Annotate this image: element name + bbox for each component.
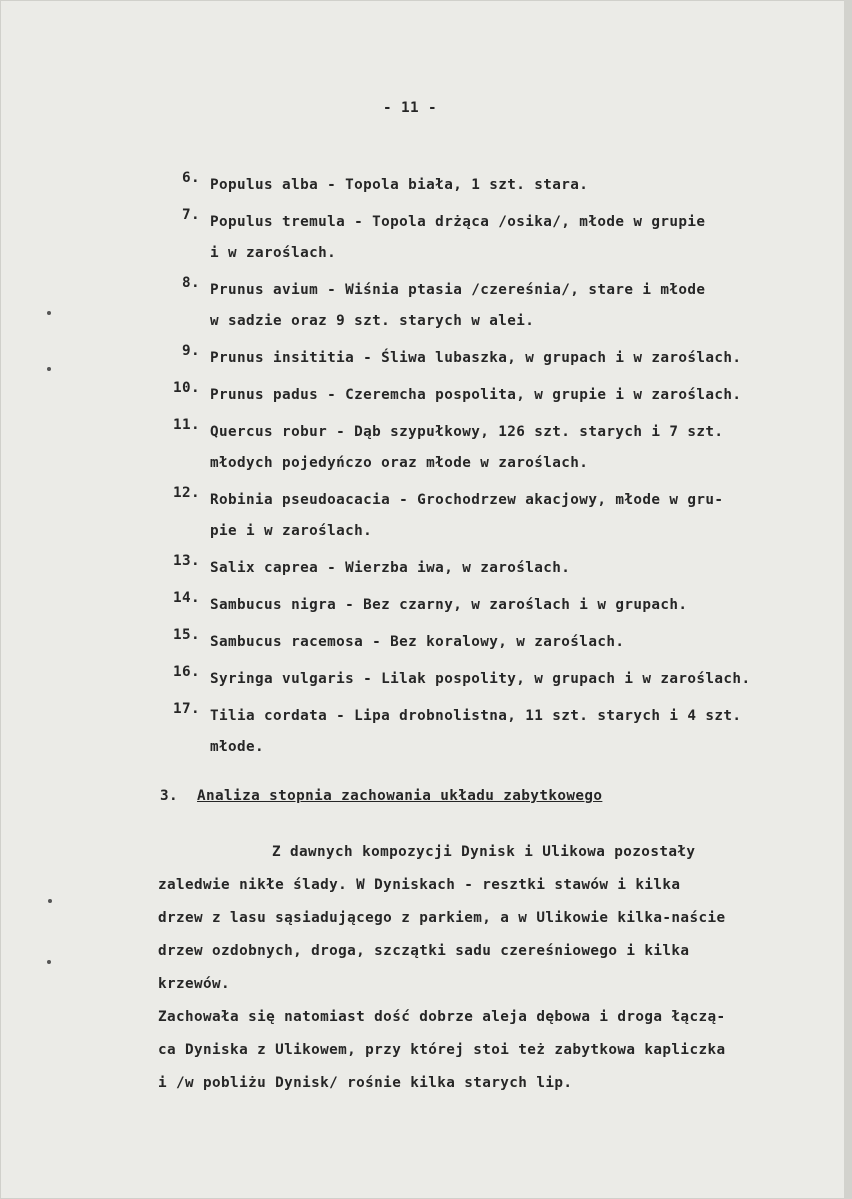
item-text: Sambucus nigra - Bez czarny, w zaroślach i w grupach. xyxy=(210,597,688,613)
paper-speck xyxy=(47,311,51,315)
item-text: młodych pojedyńczo oraz młode w zaroślach. xyxy=(210,455,589,471)
body-paragraph xyxy=(158,836,828,1100)
item-number: 10. xyxy=(172,380,200,396)
item-text: Quercus robur - Dąb szypułkowy, 126 szt. starych i 7 szt. xyxy=(210,424,724,440)
page-edge xyxy=(844,0,852,1199)
item-text: Populus tremula - Topola drżąca /osika/, młode w grupie xyxy=(210,214,706,230)
list-item xyxy=(158,417,818,479)
item-number: 11. xyxy=(172,417,200,433)
paragraph-line: Z dawnych kompozycji Dynisk i Ulikowa pozostały xyxy=(272,844,696,860)
paragraph-line: Zachowała się natomiast dość dobrze aleja dębowa i droga łączą- xyxy=(158,1009,726,1025)
list-item xyxy=(158,207,818,269)
paper-speck xyxy=(48,899,52,903)
paragraph-line: krzewów. xyxy=(158,976,231,992)
item-text: pie i w zaroślach. xyxy=(210,523,373,539)
paper-speck xyxy=(47,960,51,964)
species-list xyxy=(158,170,818,769)
item-text: Sambucus racemosa - Bez koralowy, w zaroślach. xyxy=(210,634,625,650)
paper-speck xyxy=(47,367,51,371)
item-text: Prunus avium - Wiśnia ptasia /czereśnia/, stare i młode xyxy=(210,282,706,298)
item-number: 17. xyxy=(172,701,200,717)
item-text: i w zaroślach. xyxy=(210,245,337,261)
item-text: w sadzie oraz 9 szt. starych w alei. xyxy=(210,313,535,329)
item-text: Syringa vulgaris - Lilak pospolity, w grupach i w zaroślach. xyxy=(210,671,751,687)
section-heading xyxy=(160,788,602,804)
item-text: Salix caprea - Wierzba iwa, w zaroślach. xyxy=(210,560,571,576)
page-number: - 11 - xyxy=(382,100,438,116)
item-text: Prunus padus - Czeremcha pospolita, w grupie i w zaroślach. xyxy=(210,387,742,403)
list-item xyxy=(158,627,818,658)
item-number: 13. xyxy=(172,553,200,569)
item-number: 16. xyxy=(172,664,200,680)
item-number: 6. xyxy=(181,170,200,186)
item-number: 15. xyxy=(172,627,200,643)
list-item xyxy=(158,701,818,763)
list-item xyxy=(158,485,818,547)
item-number: 9. xyxy=(181,343,200,359)
list-item xyxy=(158,275,818,337)
paragraph-line: ca Dyniska z Ulikowem, przy której stoi też zabytkowa kapliczka xyxy=(158,1042,726,1058)
item-text: Tilia cordata - Lipa drobnolistna, 11 szt. starych i 4 szt. xyxy=(210,708,742,724)
item-number: 12. xyxy=(172,485,200,501)
list-item xyxy=(158,380,818,411)
list-item xyxy=(158,553,818,584)
paragraph-line: drzew z lasu sąsiadującego z parkiem, a w Ulikowie kilka-naście xyxy=(158,910,726,926)
item-number: 7. xyxy=(181,207,200,223)
paragraph-line: i /w pobliżu Dynisk/ rośnie kilka starych lip. xyxy=(158,1075,573,1091)
list-item xyxy=(158,170,818,201)
item-text: Robinia pseudoacacia - Grochodrzew akacjowy, młode w gru- xyxy=(210,492,724,508)
item-number: 8. xyxy=(181,275,200,291)
paragraph-line: drzew ozdobnych, droga, szczątki sadu czereśniowego i kilka xyxy=(158,943,690,959)
item-number: 14. xyxy=(172,590,200,606)
list-item xyxy=(158,664,818,695)
item-text: Prunus insititia - Śliwa lubaszka, w grupach i w zaroślach. xyxy=(210,350,742,366)
paragraph-line: zaledwie nikłe ślady. W Dyniskach - resztki stawów i kilka xyxy=(158,877,681,893)
section-number: 3. xyxy=(160,788,179,804)
item-text: młode. xyxy=(210,739,265,755)
list-item xyxy=(158,590,818,621)
section-title: Analiza stopnia zachowania układu zabytkowego xyxy=(197,788,603,804)
list-item xyxy=(158,343,818,374)
item-text: Populus alba - Topola biała, 1 szt. stara. xyxy=(210,177,589,193)
